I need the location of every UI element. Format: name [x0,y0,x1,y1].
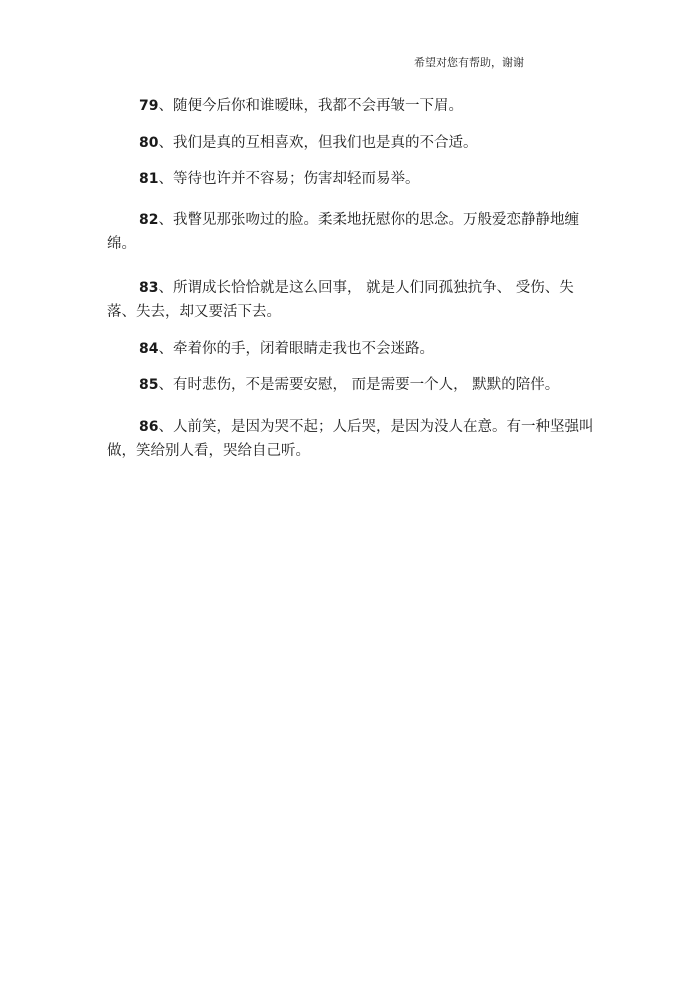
item-number: 80 [139,135,159,151]
list-item [107,337,597,361]
item-number: 82 [139,212,159,228]
item-number: 79 [139,98,159,114]
header-note: 希望对您有帮助，谢谢 [414,56,524,69]
list-item [107,94,597,118]
list-item [107,167,597,191]
item-number: 81 [139,171,159,187]
item-text: 、人前笑，是因为哭不起；人后哭，是因为没人在意。有一种坚强叫做，笑给别人看，哭给自己听。 [107,419,594,459]
item-number: 83 [139,280,159,296]
item-number: 84 [139,341,159,357]
item-number: 86 [139,419,159,435]
quote-list [107,94,597,463]
item-text: 、所谓成长恰恰就是这么回事， 就是人们同孤独抗争、 受伤、失落、失去，却又要活下去。 [107,280,574,320]
item-text: 、牵着你的手，闭着眼睛走我也不会迷路。 [158,341,434,357]
list-item [107,373,597,397]
item-text: 、随便今后你和谁暧昧，我都不会再皱一下眉。 [158,98,463,114]
item-text: 、等待也许并不容易；伤害却轻而易举。 [158,171,420,187]
list-item [107,415,597,463]
item-text: 、有时悲伤，不是需要安慰， 而是需要一个人， 默默的陪伴。 [158,377,560,393]
list-item [107,276,597,324]
item-number: 85 [139,377,159,393]
list-item [107,131,597,155]
list-item [107,208,597,256]
item-text: 、我们是真的互相喜欢，但我们也是真的不合适。 [158,135,478,151]
item-text: 、我瞥见那张吻过的脸。柔柔地抚慰你的思念。万般爱恋静静地缠绵。 [107,212,579,252]
